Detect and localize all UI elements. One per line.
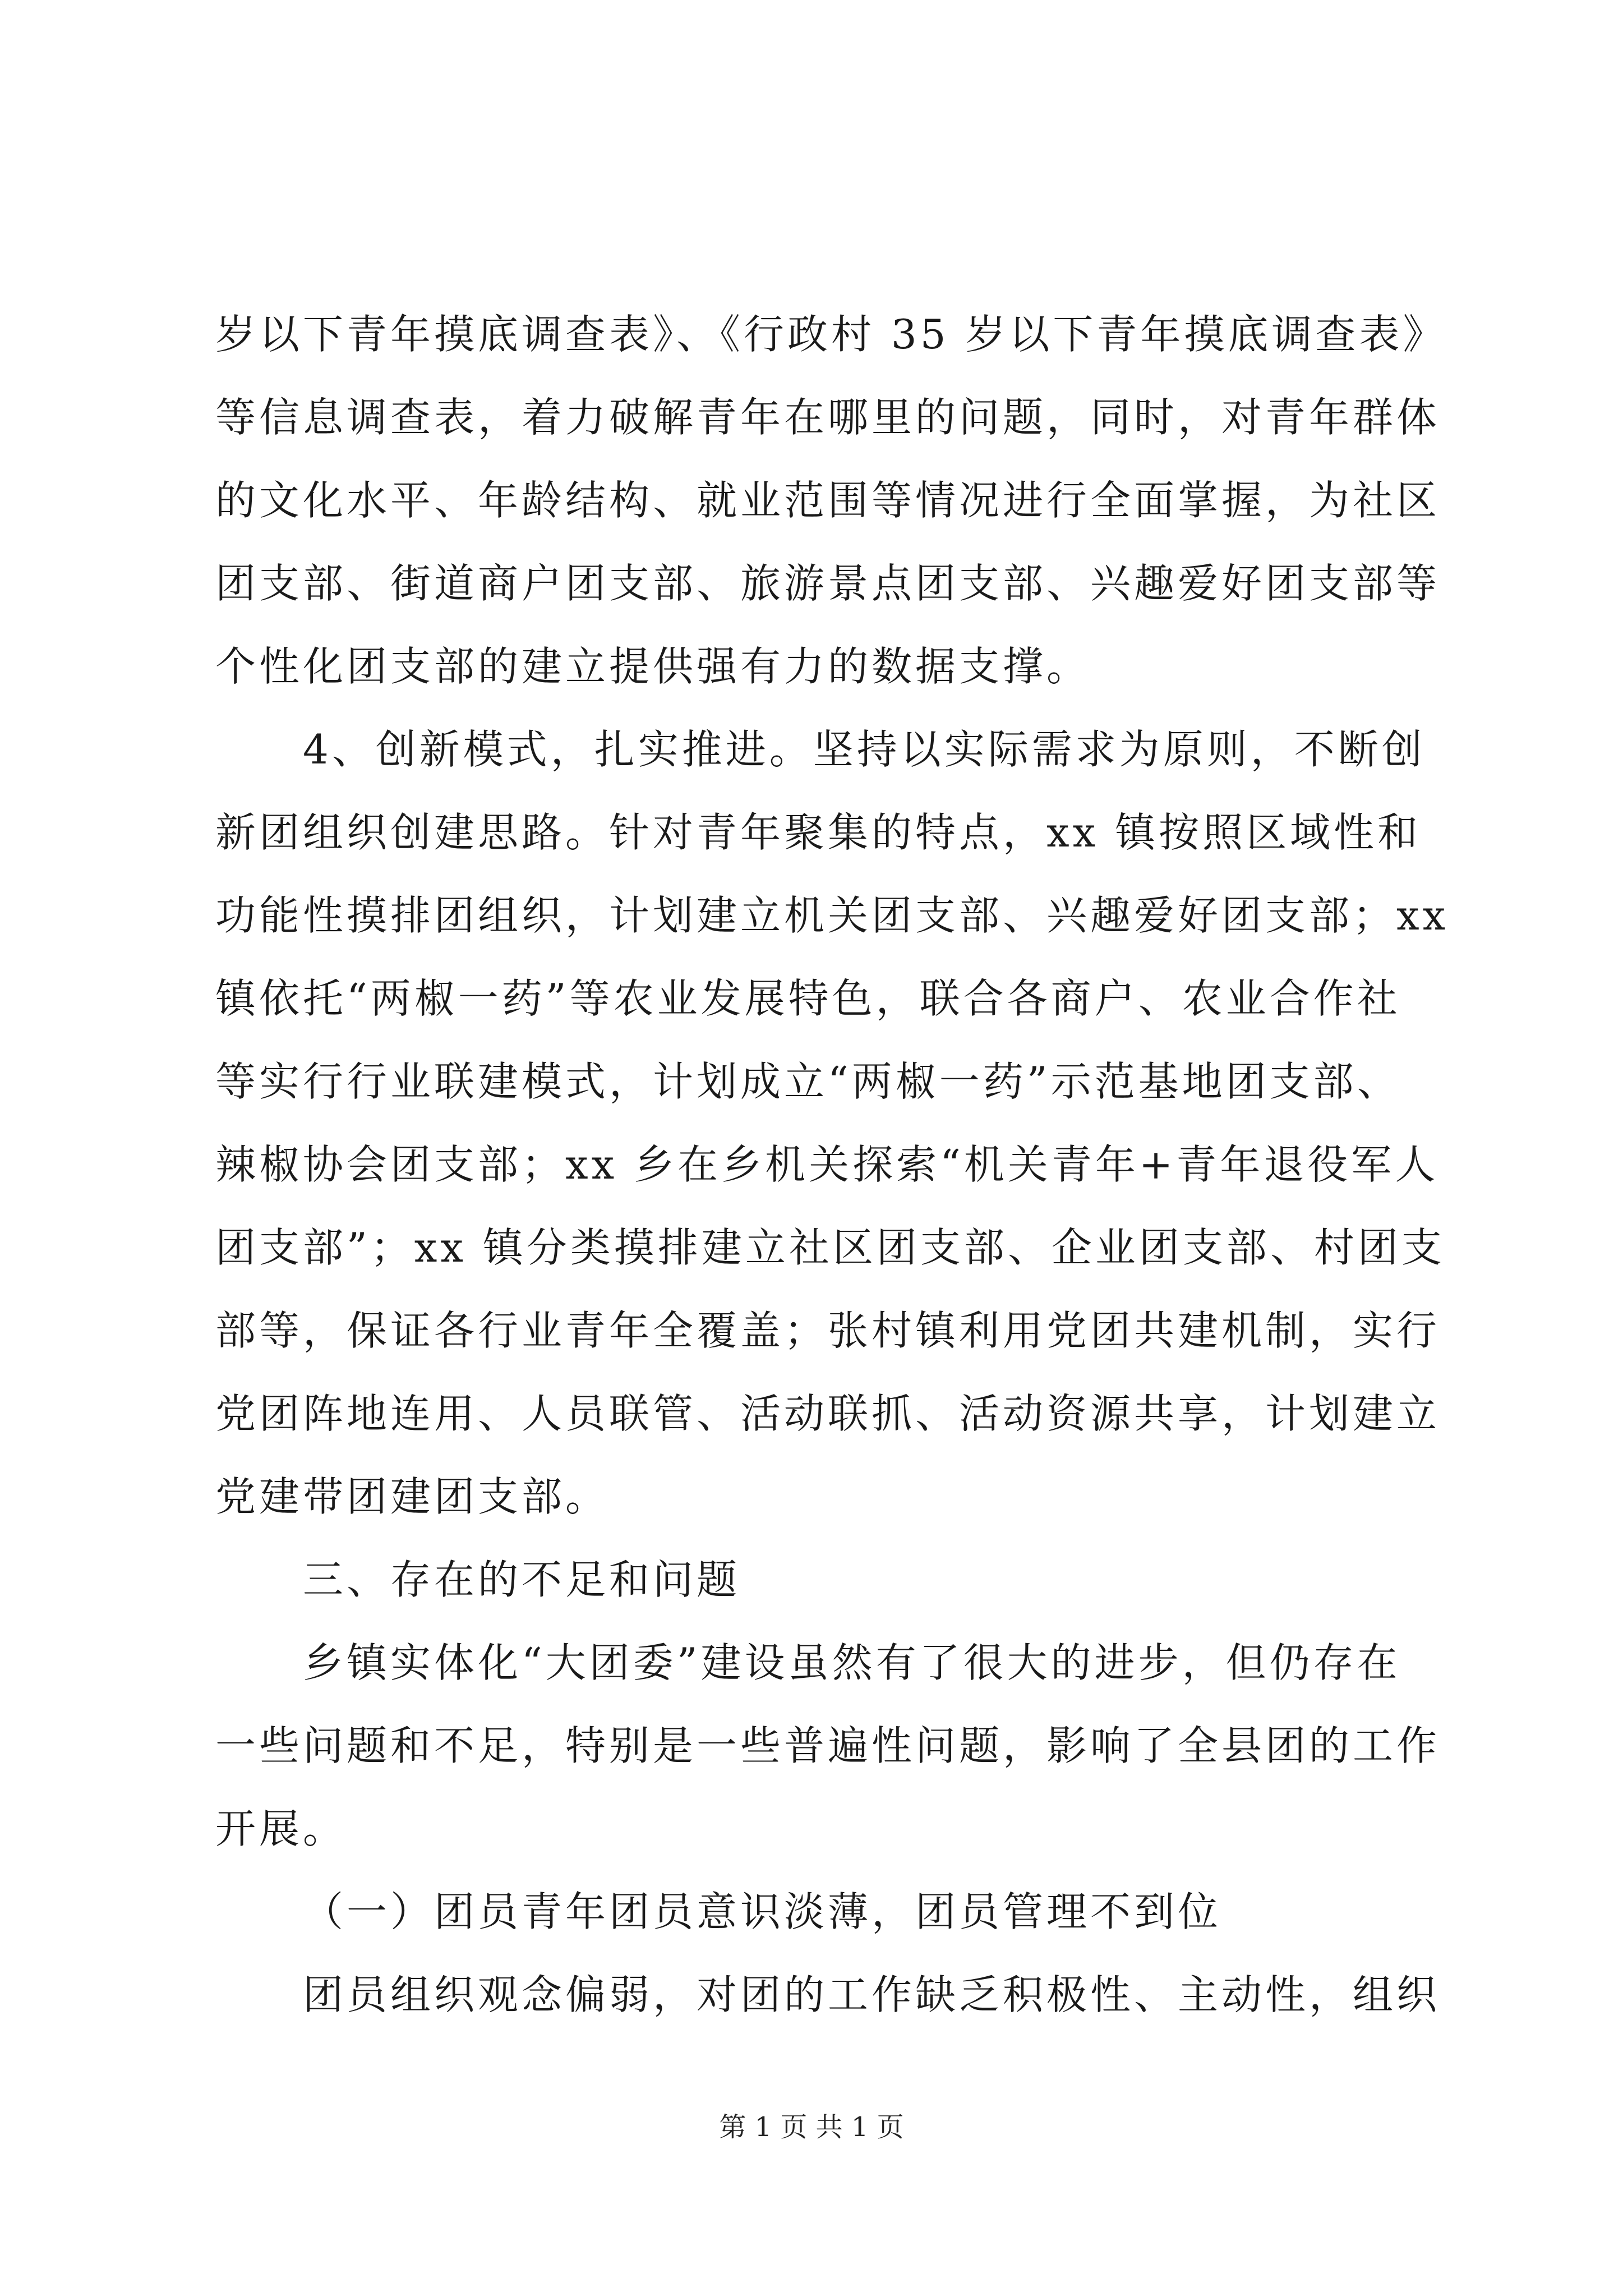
line-text: 部等，保证各行业青年全覆盖；张村镇利用党团共建机制，实行 [215,1307,1441,1354]
line-text: 的文化水平、年龄结构、就业范围等情况进行全面掌握，为社区 [215,477,1441,524]
line-text: 团支部”；xx 镇分类摸排建立社区团支部、企业团支部、村团支 [215,1224,1445,1271]
line-text: 等信息调查表，着力破解青年在哪里的问题，同时，对青年群体 [215,394,1441,441]
line-text: 乡镇实体化“大团委”建设虽然有了很大的进步，但仍存在 [303,1639,1401,1686]
line-text: 开展。 [215,1805,347,1852]
line-text: （一）团员青年团员意识淡薄，团员管理不到位 [303,1888,1222,1935]
line-text: 功能性摸排团组织，计划建立机关团支部、兴趣爱好团支部；xx [215,892,1449,939]
line-text: 团员组织观念偏弱，对团的工作缺乏积极性、主动性，组织 [303,1971,1441,2018]
page-footer: 第 1 页 共 1 页 [719,2111,904,2143]
line-text: 等实行行业联建模式，计划成立“两椒一药”示范基地团支部、 [215,1058,1401,1105]
line-text: 党团阵地连用、人员联管、活动联抓、活动资源共享，计划建立 [215,1390,1441,1437]
line-text: 党建带团建团支部。 [215,1473,610,1520]
line-text: 个性化团支部的建立提供强有力的数据支撑。 [215,643,1091,690]
line-text: 团支部、街道商户团支部、旅游景点团支部、兴趣爱好团支部等 [215,560,1441,607]
line-text: 4、创新模式，扎实推进。坚持以实际需求为原则，不断创 [303,726,1426,773]
line-text: 辣椒协会团支部；xx 乡在乡机关探索“机关青年+青年退役军人 [215,1141,1439,1188]
line-text: 一些问题和不足，特别是一些普遍性问题，影响了全县团的工作 [215,1722,1441,1769]
line-text: 新团组织创建思路。针对青年聚集的特点，xx 镇按照区域性和 [215,809,1422,856]
line-text: 岁以下青年摸底调查表》、《行政村 35 岁以下青年摸底调查表》 [215,311,1447,358]
line-text: 三、存在的不足和问题 [303,1556,741,1603]
line-text: 镇依托“两椒一药”等农业发展特色，联合各商户、农业合作社 [215,975,1401,1022]
